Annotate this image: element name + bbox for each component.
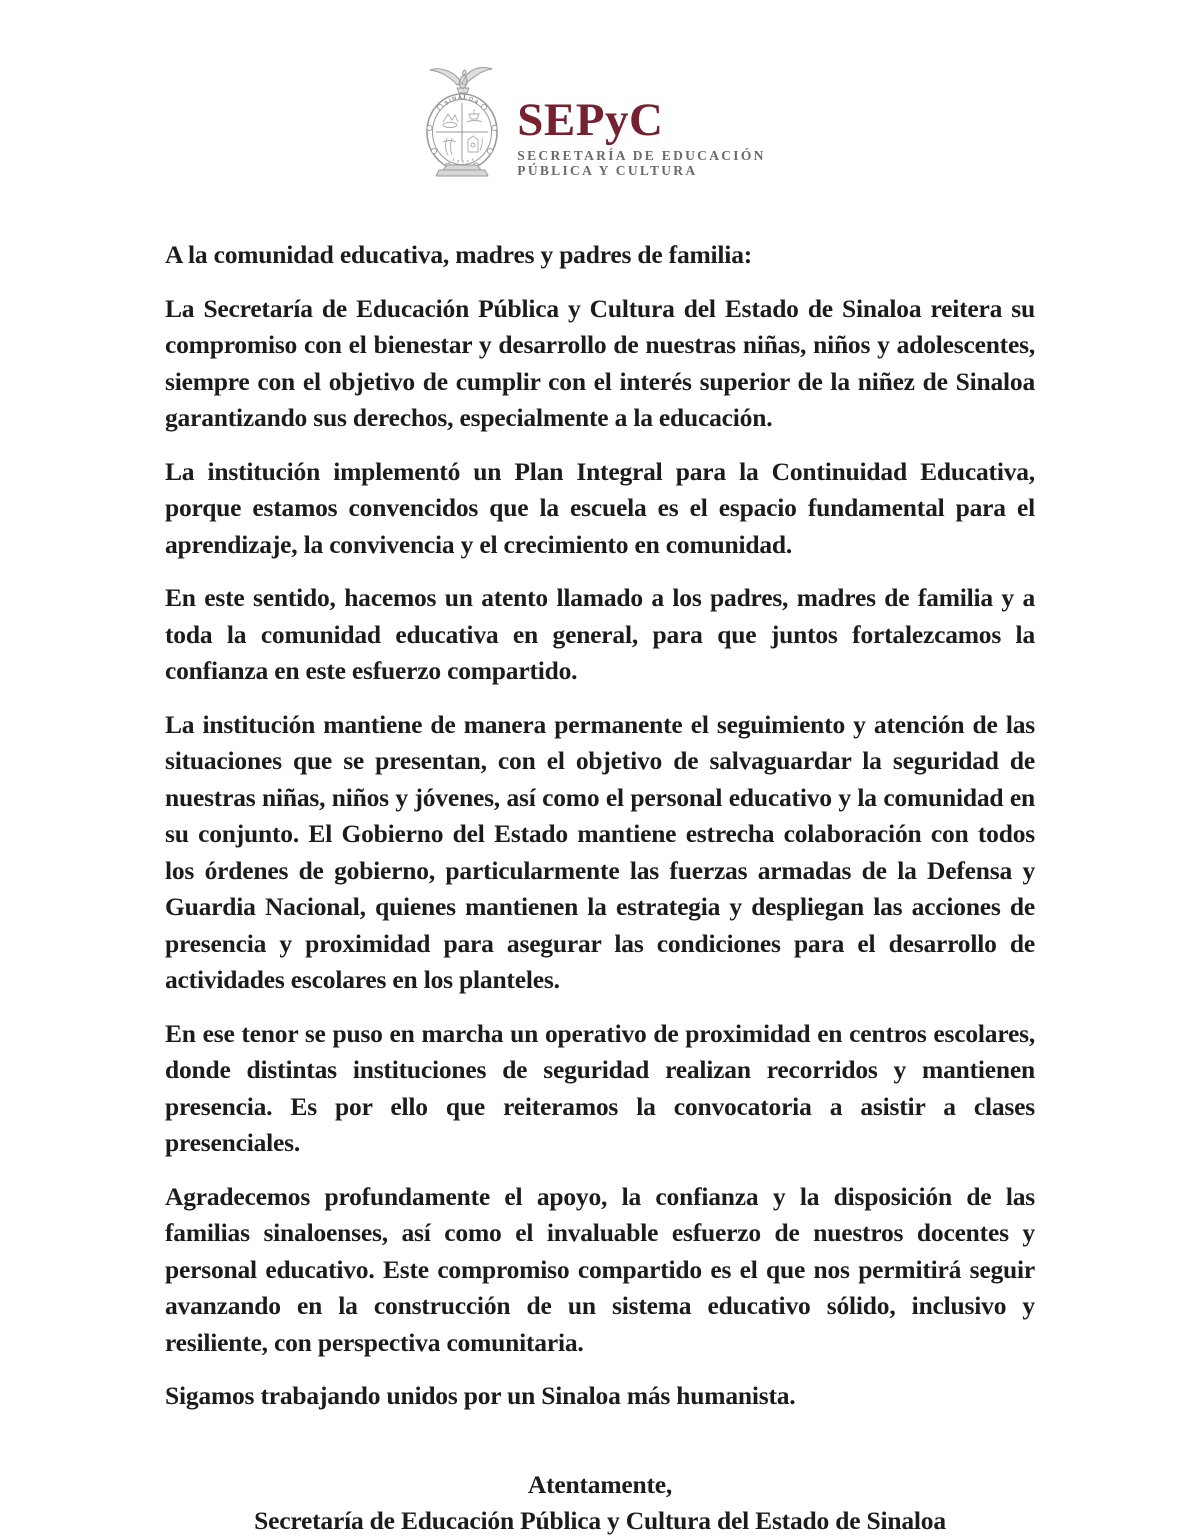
logo-subtitle-line2: PÚBLICA Y CULTURA — [517, 163, 698, 178]
logo-acronym: SEPyC — [517, 93, 664, 146]
paragraph-2: La institución implementó un Plan Integral para la Continuidad Educativa, porque estamos convencidos que la escuela es el espacio fundamental para el aprendizaje, la convivencia y el crecimiento en comunidad. — [165, 456, 1035, 559]
paragraph-3: En este sentido, hacemos un atento llamado a los padres, madres de familia y a toda la comunidad educativa en general, para que juntos fortalezcamos la confianza en este esfuerzo compartido. — [165, 583, 1035, 685]
letter-body — [165, 237, 1035, 1536]
paragraph-7: Sigamos trabajando unidos por un Sinaloa más humanista. — [165, 1381, 796, 1410]
sepyc-logo — [0, 0, 1187, 180]
logo-subtitle-line1: SECRETARÍA DE EDUCACIÓN — [517, 148, 766, 163]
sinaloa-coat-of-arms-icon — [421, 62, 503, 180]
paragraph-5: En ese tenor se puso en marcha un operativo de proximidad en centros escolares, donde distintas instituciones de seguridad realizan recorridos y mantienen presencia. Es por ello que reiteramos la convocatoria a asistir a clases presenciales. — [165, 1018, 1035, 1157]
closing-block — [165, 1467, 1035, 1536]
crest-top-text: SINALOA — [443, 94, 481, 108]
paragraph-1: La Secretaría de Educación Pública y Cultura del Estado de Sinaloa reitera su compromiso con el bienestar y desarrollo de nuestras niñas, niños y adolescentes, siempre con el objetivo de cumplir con el interés superior de la niñez de Sinaloa garantizando sus derechos, especialmente a la educación. — [165, 293, 1035, 432]
salutation: A la comunidad educativa, madres y padres de familia: — [165, 240, 753, 269]
paragraph-4: La institución mantiene de manera permanente el seguimiento y atención de las situaciones que se presentan, con el objetivo de salvaguardar la seguridad de nuestras niñas, niños y jóvenes, así como el personal educativo y la comunidad en su conjunto. El Gobierno del Estado mantiene estrecha colaboración con todos los órdenes de gobierno, particularmente las fuerzas armadas de la Defensa y Guardia Nacional, quienes mantienen la estrategia y despliegan las acciones de presencia y proximidad para asegurar las condiciones para el desarrollo de actividades escolares en los planteles. — [165, 709, 1035, 994]
logo-wordmark — [517, 93, 766, 180]
closing-salutation: Atentamente, — [527, 1469, 673, 1499]
paragraph-6: Agradecemos profundamente el apoyo, la confianza y la disposición de las familias sinaloenses, así como el invaluable esfuerzo de nuestros docentes y personal educativo. Este compromiso compartido es el que nos permitirá seguir avanzando en la construcción de un sistema educativo sólido, inclusivo y resiliente, con perspectiva comunitaria. — [165, 1181, 1035, 1357]
closing-signature: Secretaría de Educación Pública y Cultura del Estado de Sinaloa — [254, 1506, 946, 1535]
